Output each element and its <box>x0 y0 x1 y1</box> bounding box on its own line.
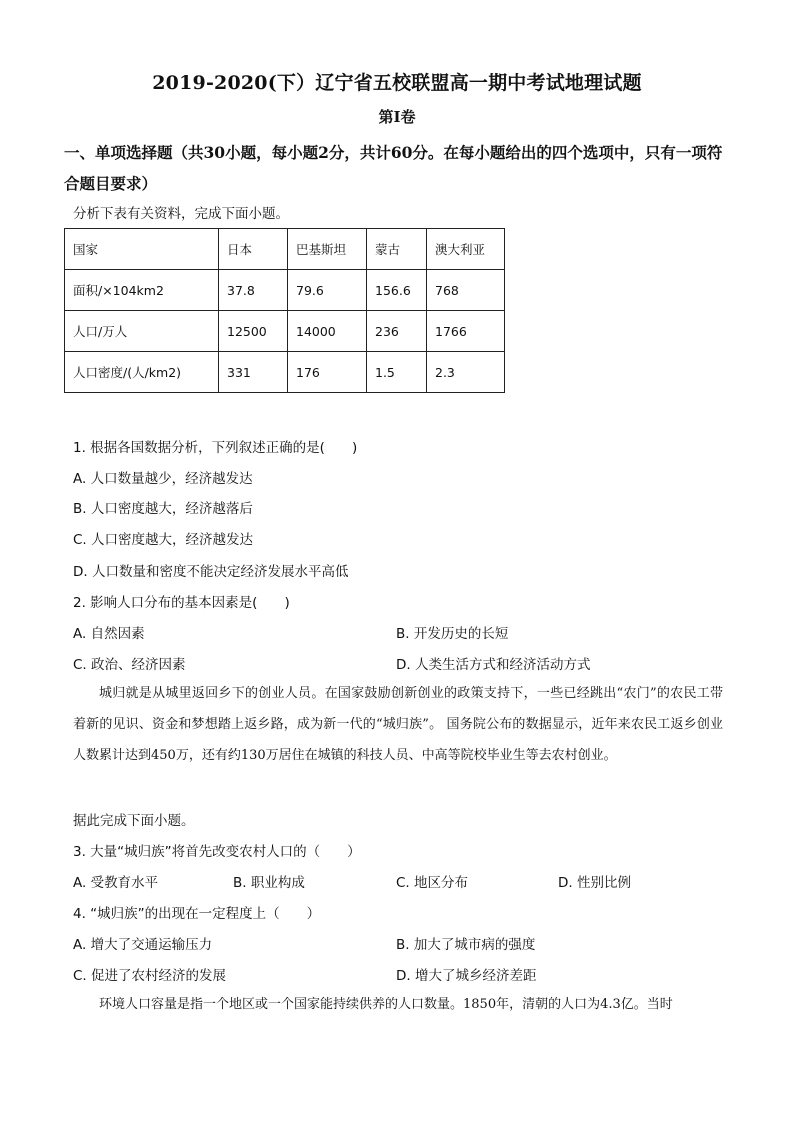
question-4-option-d: D. 增大了城乡经济差距 <box>396 968 537 984</box>
question-1-option-b: B. 人口密度越大，经济越落后 <box>73 501 253 517</box>
table-header-cell: 日本 <box>219 229 288 270</box>
table-cell: 156.6 <box>367 270 427 311</box>
table-intro: 分析下表有关资料，完成下面小题。 <box>73 206 289 222</box>
country-data-table <box>64 228 505 393</box>
exam-title: 2019-2020(下）辽宁省五校联盟高一期中考试地理试题 <box>152 72 642 94</box>
table-cell: 人口密度/(人/km2) <box>65 352 219 393</box>
question-4-option-a: A. 增大了交通运输压力 <box>73 937 213 953</box>
table-cell: 面积/×104km2 <box>65 270 219 311</box>
reading-passage: 城归就是从城里返回乡下的创业人员。在国家鼓励创新创业的政策支持下，一些已经跳出“农门”的农民工带着新的见识、资金和梦想踏上返乡路，成为新一代的“城归族”。 国务院公布的数据显示，近年来农民工返乡创业人数累计达到450万，还有约130万居住在城镇的科技人员、中高等院校毕业生等去农村创业。 <box>73 686 723 763</box>
question-2-option-b: B. 开发历史的长短 <box>396 626 509 642</box>
table-cell: 176 <box>288 352 367 393</box>
table-header-row <box>65 229 505 270</box>
question-3-option-a: A. 受教育水平 <box>73 875 159 891</box>
table-cell: 37.8 <box>219 270 288 311</box>
question-2-option-a: A. 自然因素 <box>73 626 145 642</box>
table-cell: 1.5 <box>367 352 427 393</box>
section-heading: 一、单项选择题（共30小题，每小题2分，共计60分。在每小题给出的四个选项中，只有一项符合题目要求） <box>64 143 723 193</box>
table-cell: 768 <box>427 270 505 311</box>
question-3-option-b: B. 职业构成 <box>233 875 305 891</box>
question-1-option-c: C. 人口密度越大，经济越发达 <box>73 532 254 548</box>
table-cell: 236 <box>367 311 427 352</box>
question-2-option-d: D. 人类生活方式和经济活动方式 <box>396 657 591 673</box>
table-cell: 79.6 <box>288 270 367 311</box>
question-3-option-c: C. 地区分布 <box>396 875 469 891</box>
volume-label: 第Ⅰ卷 <box>378 108 416 126</box>
table-header-cell: 蒙古 <box>367 229 427 270</box>
table-cell: 331 <box>219 352 288 393</box>
table-row <box>65 352 505 393</box>
question-3-option-d: D. 性别比例 <box>558 875 631 891</box>
table-row <box>65 311 505 352</box>
table-cell: 14000 <box>288 311 367 352</box>
question-4-option-c: C. 促进了农村经济的发展 <box>73 968 227 984</box>
table-row <box>65 270 505 311</box>
question-1-stem: 1. 根据各国数据分析，下列叙述正确的是( ) <box>73 440 358 456</box>
question-2-stem: 2. 影响人口分布的基本因素是( ) <box>73 595 290 611</box>
table-cell: 12500 <box>219 311 288 352</box>
table-header-cell: 澳大利亚 <box>427 229 505 270</box>
table-cell: 1766 <box>427 311 505 352</box>
question-2-option-c: C. 政治、经济因素 <box>73 657 186 673</box>
table-cell: 2.3 <box>427 352 505 393</box>
question-4-stem: 4. “城归族”的出现在一定程度上（ ） <box>73 906 321 922</box>
table-header-cell: 巴基斯坦 <box>288 229 367 270</box>
question-4-option-b: B. 加大了城市病的强度 <box>396 937 536 953</box>
table-cell: 人口/万人 <box>65 311 219 352</box>
question-3-stem: 3. 大量“城归族”将首先改变农村人口的（ ） <box>73 844 361 860</box>
table-header-cell: 国家 <box>65 229 219 270</box>
reading-passage-2: 环境人口容量是指一个地区或一个国家能持续供养的人口数量。1850年，清朝的人口为4.3亿。当时 <box>99 997 673 1012</box>
passage-instruction: 据此完成下面小题。 <box>73 813 195 829</box>
question-1-option-d: D. 人口数量和密度不能决定经济发展水平高低 <box>73 564 349 580</box>
question-1-option-a: A. 人口数量越少，经济越发达 <box>73 471 253 487</box>
